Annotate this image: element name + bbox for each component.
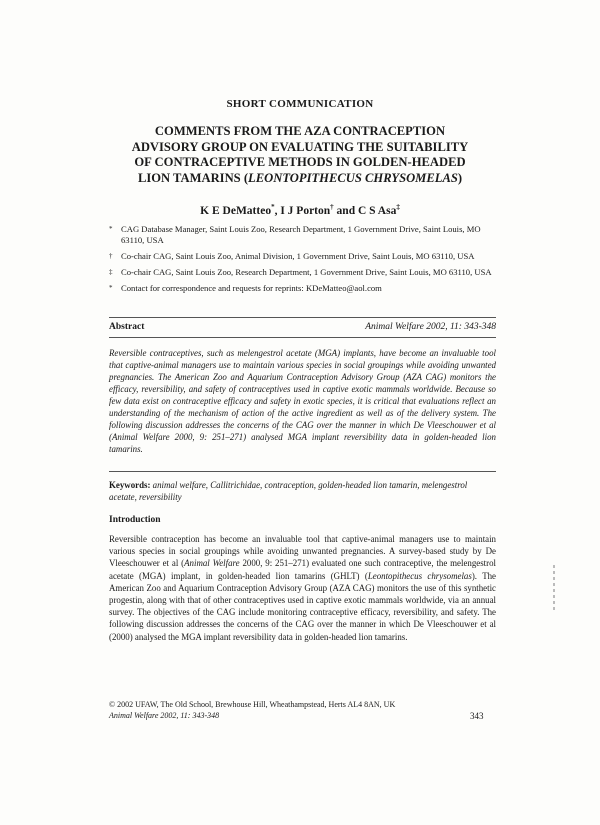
- intro-citation-journal: Animal Welfare: [184, 558, 240, 569]
- title-line-4: [100, 171, 500, 187]
- abstract-header: [109, 322, 496, 332]
- author-2: I J Porton: [280, 204, 331, 217]
- introduction-heading: Introduction: [109, 515, 161, 525]
- affiliation-item: [109, 283, 495, 294]
- article-title: [100, 124, 500, 186]
- abstract-text: Reversible contraceptives, such as melengestrol acetate (MGA) implants, have become an invaluable tool that captive-animal managers use to maintain various species in social groupings while avoiding unwanted pregnancies. The American Zoo and Aquarium Contraception Advisory Group (AZA CAG) monitors the efficacy, reversibility, and safety of contraceptives used in captive exotic mammals worldwide. Because so few data exist on contraceptive efficacy and safety in exotic species, it is critical that evaluations reflect an understanding of the mechanism of action of the active ingredient as well as of the delivery system. The following discussion addresses the concerns of the CAG over the manner in which De Vleeschouwer et al (Animal Welfare 2000, 9: 251–271) analysed MGA implant reversibility data in golden-headed lion tamarins.: [109, 348, 496, 454]
- title-line-2: ADVISORY GROUP ON EVALUATING THE SUITABILITY: [131, 139, 469, 154]
- author-1-mark: *: [271, 203, 275, 211]
- intro-text-1: Reversible contraception has become an invaluable tool that captive-animal managers use to maintain various species in social groupings while avoiding unwanted pregnancies. A survey-based study by De Vleeschouwer et al (: [109, 534, 496, 569]
- keywords: [109, 479, 496, 503]
- affiliation-item: [109, 251, 495, 262]
- page-number: 343: [470, 711, 484, 721]
- contact-email-text: Contact for correspondence and requests for reprints: KDeMatteo@aol.com: [121, 283, 382, 293]
- author-2-mark: †: [330, 203, 334, 211]
- affiliation-mark: *: [109, 284, 113, 292]
- copyright-line: © 2002 UFAW, The Old School, Brewhouse Hill, Wheathampstead, Herts AL4 8AN, UK: [109, 700, 396, 709]
- footer-journal: Animal Welfare 2002, 11: 343-348: [109, 711, 220, 720]
- author-list: [0, 203, 600, 217]
- affiliation-mark: †: [109, 252, 113, 260]
- affiliation-text: Co-chair CAG, Saint Louis Zoo, Animal Division, 1 Government Drive, Saint Louis, MO 63110, USA: [121, 251, 475, 261]
- abstract-label: Abstract: [109, 322, 145, 332]
- author-3-mark: ‡: [396, 203, 400, 211]
- scan-artifact: [553, 565, 555, 610]
- divider-bottom: [109, 471, 496, 472]
- title-line-4-suffix: ): [457, 170, 463, 185]
- author-3: C S Asa: [357, 204, 397, 217]
- intro-species: Leontopithecus chrysomelas: [367, 570, 472, 581]
- affiliation-item: [109, 224, 495, 246]
- keywords-label: Keywords:: [109, 480, 151, 490]
- title-line-3: OF CONTRACEPTIVE METHODS IN GOLDEN-HEADED: [134, 155, 466, 169]
- introduction-paragraph: [109, 533, 496, 643]
- keywords-value: animal welfare, Callitrichidae, contraception, golden-headed lion tamarin, melengestrol acetate, reversibility: [109, 480, 468, 502]
- title-species: LEONTOPITHECUS CHRYSOMELAS: [248, 170, 458, 185]
- title-line-4-prefix: LION TAMARINS (: [137, 170, 249, 185]
- section-label: SHORT COMMUNICATION: [226, 98, 374, 110]
- intro-text-2: 2000, 9: 251–271) evaluated one such contraceptive, the melengestrol acetate (MGA) implant, in golden-headed lion tamarins (GHLT) (: [109, 558, 496, 581]
- divider-abstract: [109, 337, 496, 338]
- title-line-1: COMMENTS FROM THE AZA CONTRACEPTION: [154, 124, 446, 138]
- author-1: K E DeMatteo: [200, 204, 272, 217]
- author-sep-1: ,: [274, 204, 281, 217]
- author-sep-2: and: [333, 204, 358, 217]
- affiliation-item: [109, 267, 495, 278]
- intro-text-3: ). The American Zoo and Aquarium Contraception Advisory Group (AZA CAG) monitors the use of this synthetic progestin, along with that of other contraceptives used in captive exotic mammals worldwide, via an annual survey. The objectives of the CAG include monitoring contraceptive efficacy, reversibility, and safety. The following discussion addresses the concerns of the CAG over the manner in which De Vleeschouwer et al (2000) analysed the MGA implant reversibility data in golden-headed lion tamarins.: [109, 570, 497, 642]
- affiliation-text: CAG Database Manager, Saint Louis Zoo, Research Department, 1 Government Drive, Saint Louis, MO 63110, USA: [121, 224, 481, 245]
- affiliation-mark: *: [109, 225, 113, 233]
- affiliation-mark: ‡: [109, 268, 113, 276]
- page-footer: [109, 699, 496, 721]
- affiliation-text: Co-chair CAG, Saint Louis Zoo, Research Department, 1 Government Drive, Saint Louis, MO 63110, USA: [121, 267, 492, 277]
- journal-citation: Animal Welfare 2002, 11: 343-348: [365, 322, 496, 332]
- affiliation-list: [109, 224, 495, 299]
- divider-top: [109, 317, 496, 318]
